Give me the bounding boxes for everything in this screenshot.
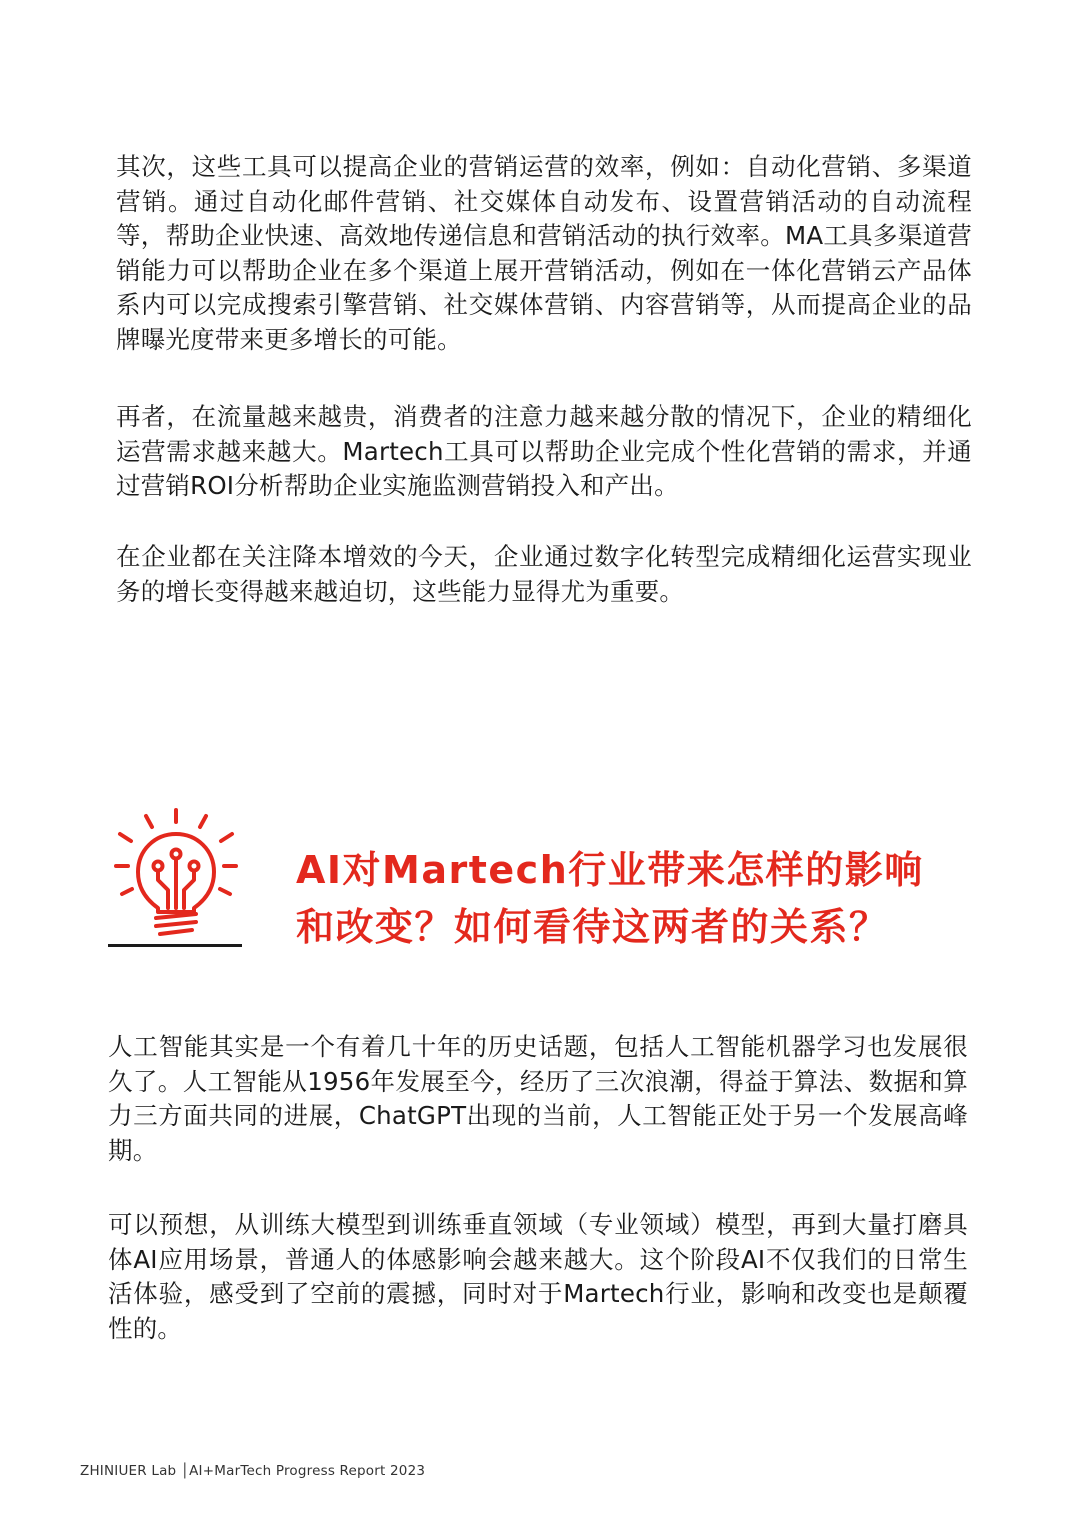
paragraph-ai-impact: 可以预想，从训练大模型到训练垂直领域（专业领域）模型，再到大量打磨具体AI应用场景，普通人的体感影响会越来越大。这个阶段AI不仅我们的日常生活体验，感受到了空前的震撼，同时对于Martech行业，影响和改变也是颠覆性的。 bbox=[108, 1210, 968, 1343]
paragraph-ai-history: 人工智能其实是一个有着几十年的历史话题，包括人工智能机器学习也发展很久了。人工智能从1956年发展至今，经历了三次浪潮，得益于算法、数据和算力三方面共同的进展，ChatGPT出现的当前，人工智能正处于另一个发展高峰期。 bbox=[108, 1032, 968, 1165]
section-heading bbox=[296, 842, 986, 956]
heading-divider bbox=[108, 944, 242, 947]
section-heading-line-2: 和改变？如何看待这两者的关系？ bbox=[296, 905, 889, 949]
paragraph-cost-efficiency: 在企业都在关注降本增效的今天，企业通过数字化转型完成精细化运营实现业务的增长变得越来越迫切，这些能力显得尤为重要。 bbox=[116, 542, 972, 606]
section-heading-line-1: AI对Martech行业带来怎样的影响 bbox=[296, 848, 924, 892]
paragraph-efficiency: 其次，这些工具可以提高企业的营销运营的效率，例如：自动化营销、多渠道营销。通过自动化邮件营销、社交媒体自动发布、设置营销活动的自动流程等，帮助企业快速、高效地传递信息和营销活动的执行效率。MA工具多渠道营销能力可以帮助企业在多个渠道上展开营销活动，例如在一体化营销云产品体系内可以完成搜索引擎营销、社交媒体营销、内容营销等，从而提高企业的品牌曝光度带来更多增长的可能。 bbox=[116, 152, 972, 354]
lightbulb-circuit-icon bbox=[106, 808, 246, 950]
paragraph-personalization: 再者，在流量越来越贵，消费者的注意力越来越分散的情况下，企业的精细化运营需求越来越大。Martech工具可以帮助企业完成个性化营销的需求，并通过营销ROI分析帮助企业实施监测营销投入和产出。 bbox=[116, 402, 972, 500]
page-footer: ZHINIUER Lab │AI+MarTech Progress Report 2023 bbox=[80, 1463, 426, 1479]
